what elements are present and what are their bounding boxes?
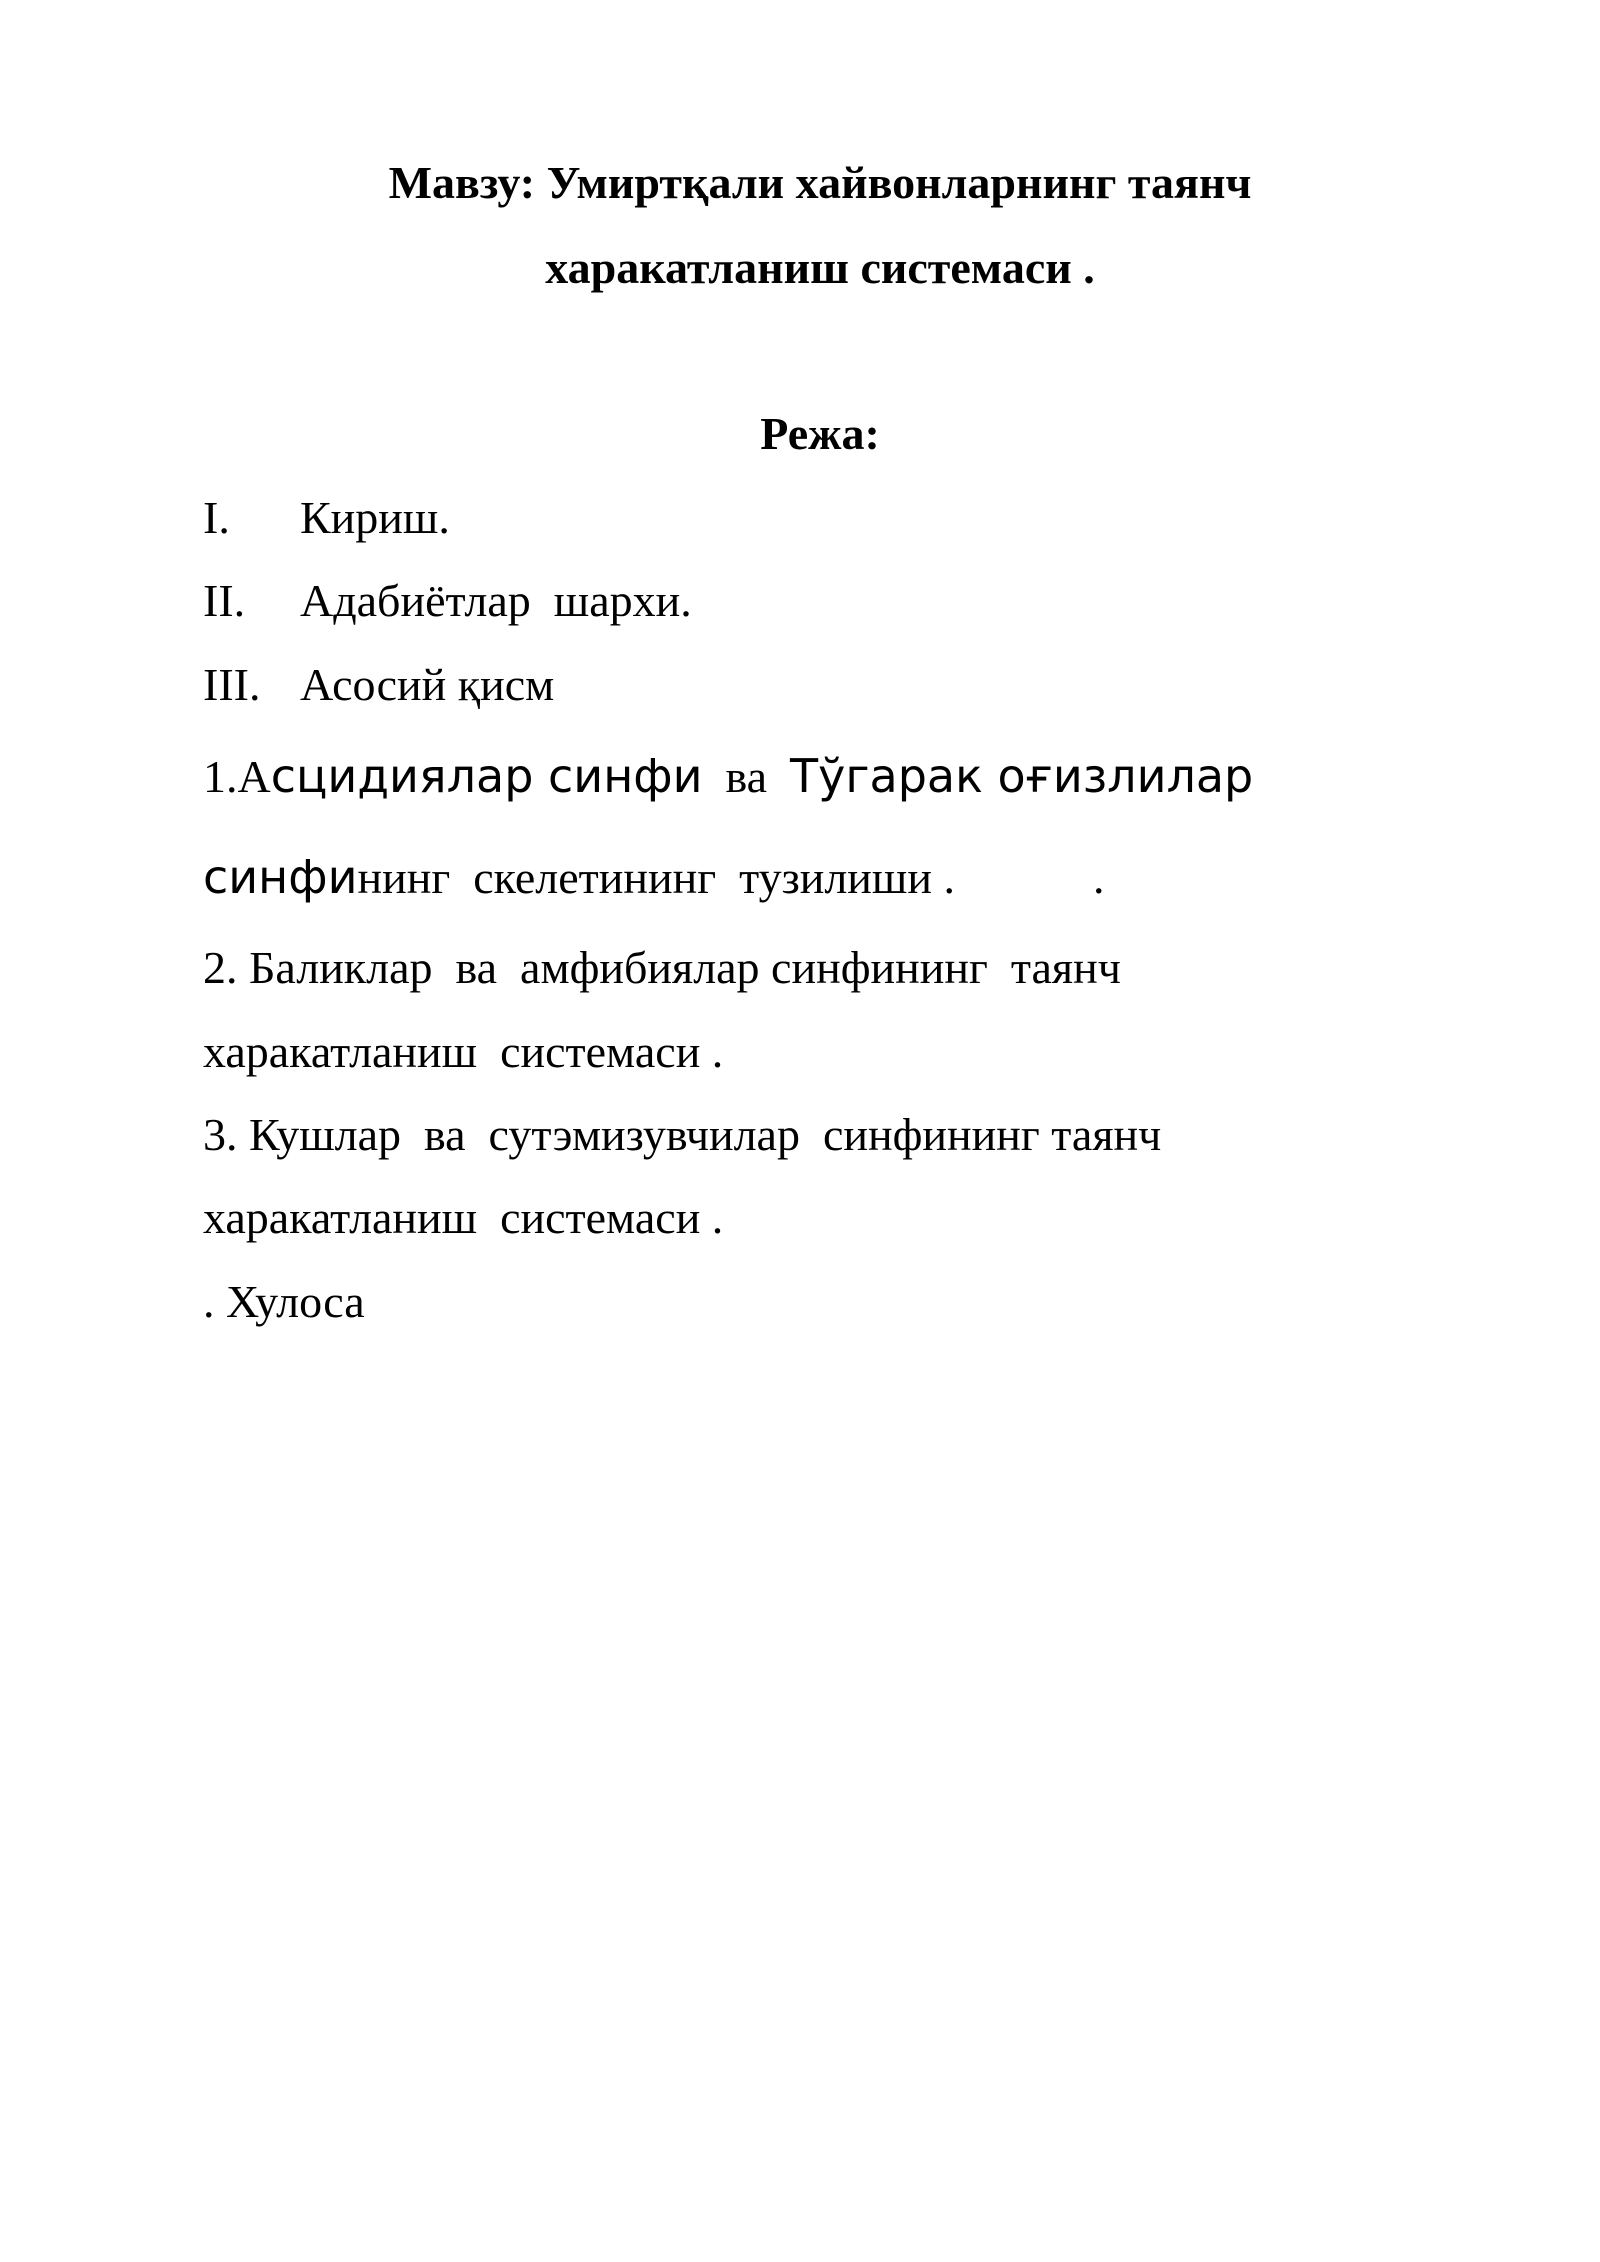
roman-item-3-text: Асосий қисм [300, 659, 555, 710]
roman-numeral-2: II. [203, 575, 246, 626]
roman-item-2-text: Адабиётлар шархи. [300, 575, 692, 626]
plan-item-3-line-1: 3. Кушлар ва сутэмизувчилар синфининг таянч [203, 1109, 1162, 1160]
plan-item-1-line-2 [203, 849, 1104, 906]
plan-item-1-part-4: синфи [203, 850, 358, 904]
roman-numeral-1: I. [203, 492, 230, 543]
plan-item-1-part-2: ва [702, 751, 791, 802]
plan-item-1-part-5: нинг скелетининг тузилиши . . [357, 852, 1105, 903]
roman-numeral-3: III. [203, 659, 261, 710]
plan-item-3-line-2: харакатланиш системаси . [203, 1192, 724, 1243]
plan-item-1-line-1 [203, 748, 1253, 805]
plan-item-1-prefix: 1.А [203, 751, 271, 802]
roman-item-1-text: Кириш. [300, 492, 450, 543]
plan-item-2-line-1: 2. Баликлар ва амфибиялар синфининг таянч [203, 942, 1121, 993]
plan-heading: Режа: [760, 408, 880, 459]
topic-title-line-2: харакатланиш системаси . [545, 242, 1095, 293]
plan-item-1-part-1: сцидиялар синфи [270, 749, 703, 803]
plan-item-2-line-2: харакатланиш системаси . [203, 1026, 724, 1077]
conclusion-line: . Хулоса [203, 1276, 365, 1327]
topic-title-line-1: Мавзу: Умиртқали хайвонларнинг таянч [388, 157, 1252, 208]
plan-item-1-part-3: Тўгарак оғизлилар [790, 749, 1254, 803]
